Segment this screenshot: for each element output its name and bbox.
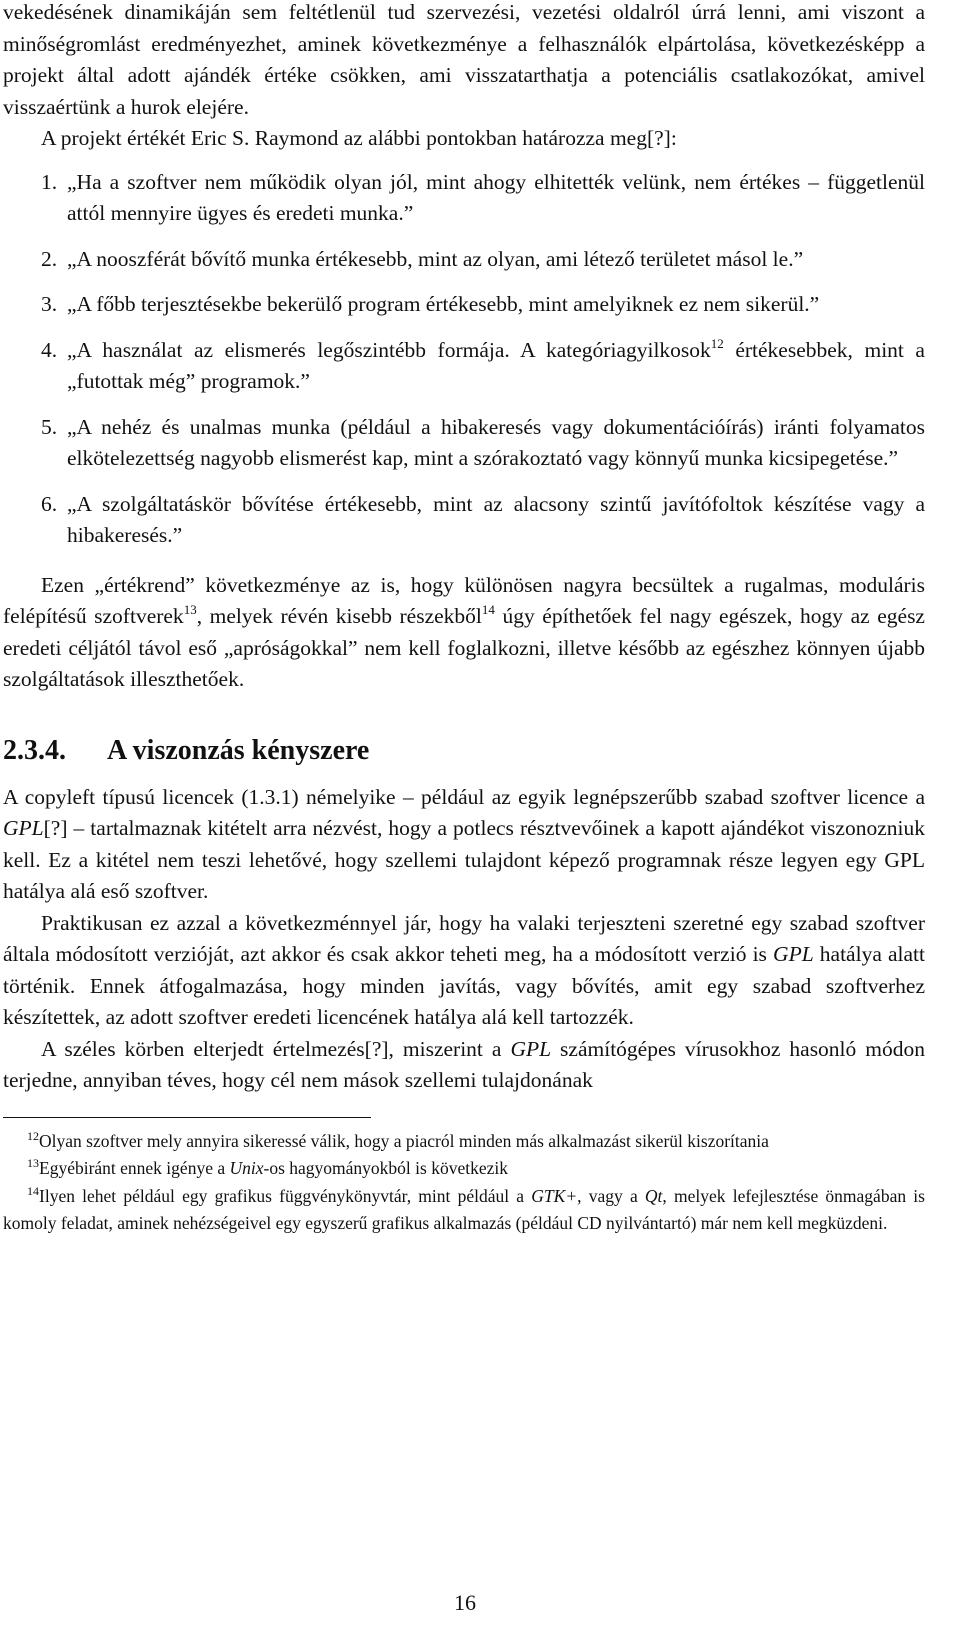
footnote-mark: 13	[27, 1156, 39, 1170]
text-run: A copyleft típusú licencek (1.3.1) némelyike – például az egyik legnépszerűbb szabad szoftver licence a	[3, 784, 925, 809]
section-title: A viszonzás kényszere	[107, 734, 370, 766]
footnote-text: , melyek lefejlesztése önmagában is komoly feladat, aminek nehézségeivel egy egyszerű grafikus alkalmazás (például CD nyilvántartó) már nem kell megküzdeni.	[3, 1185, 925, 1233]
value-criteria-list	[3, 167, 925, 552]
gpl-term: GPL	[510, 1036, 552, 1061]
list-item-text: „A nehéz és unalmas munka (például a hibakeresés vagy dokumentációírás) iránti folyamatos elkötelezettség nagyobb elismerést kap, mint a szórakoztató vagy könnyű munka kicsipegetése.”	[67, 414, 925, 470]
section-number: 2.3.4.	[3, 734, 66, 766]
list-item-number: 4.	[41, 337, 58, 362]
text-run: , melyek révén kisebb részekből	[196, 604, 482, 628]
list-item-text: „A nooszférát bővítő munka értékesebb, mint az olyan, ami létező területet másol le.”	[67, 246, 804, 271]
footnote-13	[3, 1155, 925, 1183]
list-item	[3, 335, 925, 398]
text-run: A széles körben elterjedt értelmezés[?], miszerint a	[41, 1036, 511, 1061]
footnote-text: , vagy a	[577, 1185, 645, 1206]
section-heading	[3, 734, 925, 768]
gpl-term: GPL	[773, 942, 814, 966]
intro-paragraph: vekedésének dinamikáján sem feltétlenül tud szervezési, vezetési oldalról úrrá lenni, ami viszont a minőségromlást eredményezhet, aminek következménye a felhasználók elpártolása, következésképp a projekt által adott ajándék értéke csökken, ami visszatarthatja a potenciális csatlakozókat, amivel visszaértünk a hurok elejére.	[3, 0, 925, 119]
list-item	[3, 412, 925, 475]
footnote-mark: 12	[27, 1128, 39, 1143]
page-number: 16	[454, 1590, 476, 1615]
footnote-ref-13[interactable]: 13	[183, 602, 197, 617]
list-item	[3, 289, 925, 321]
footnote-12	[3, 1128, 925, 1156]
footnote-14	[3, 1183, 925, 1238]
text-run: Praktikusan ez azzal a következménnyel jár, hogy ha valaki terjeszteni szeretné egy szabad szoftver általa módosított verzióját, azt akkor és csak akkor teheti meg, ha a módosított verzió is	[3, 910, 925, 966]
copyleft-paragraph	[3, 782, 925, 908]
footnotes	[3, 1128, 925, 1238]
footnote-ref-14[interactable]: 14	[481, 602, 495, 617]
text-run: Ezen „értékrend” következménye az is, hogy különösen nagyra becsültek a rugalmas, moduláris felépítésű szoftverek	[3, 572, 925, 628]
list-item-text: „Ha a szoftver nem működik olyan jól, mint ahogy elhitették velünk, nem értékes – függetlenül attól mennyire ügyes és eredeti munka.”	[67, 169, 925, 225]
gpl-term: GPL	[3, 816, 44, 840]
list-item-number: 6.	[41, 491, 58, 516]
footnote-text: Olyan szoftver mely annyira sikeressé válik, hogy a piacról minden más alkalmazást sikerül kiszorítania	[39, 1130, 769, 1151]
footnote-mark: 14	[27, 1183, 39, 1198]
text-run: számítógépes vírusokhoz hasonló módon terjedne, annyiban téves, hogy cél nem mások szellemi tulajdonának	[3, 1036, 925, 1092]
footnote-divider	[3, 1117, 371, 1118]
practical-paragraph	[3, 908, 925, 1034]
list-item-number: 1.	[41, 169, 58, 194]
footnote-text: -os hagyományokból is következik	[263, 1158, 508, 1178]
footnote-text: Ilyen lehet például egy grafikus függvénykönyvtár, mint például a	[39, 1185, 532, 1206]
list-item-number: 3.	[41, 292, 58, 316]
value-system-paragraph	[3, 570, 925, 696]
footnote-text: Egyébiránt ennek igénye a	[39, 1158, 230, 1178]
list-item-text: „A használat az elismerés legőszintébb formája. A kategóriagyilkosok	[67, 337, 711, 362]
document-page	[3, 0, 925, 1238]
list-item-text: „A szolgáltatáskör bővítése értékesebb, mint az alacsony szintű javítófoltok készítése vagy a hibakeresés.”	[67, 491, 925, 547]
gtk-term: GTK+	[531, 1185, 578, 1206]
footnote-ref-12[interactable]: 12	[710, 335, 724, 351]
list-item	[3, 489, 925, 552]
text-run: [?] – tartalmaznak kitételt arra nézvést, hogy a potlecs résztvevőinek a kapott ajándékot viszonozniuk kell. Ez a kitétel nem teszi lehetővé, hogy szellemi tulajdont képező programnak része legyen egy GPL hatálya alá eső szoftver.	[3, 816, 925, 903]
raymond-intro-paragraph: A projekt értékét Eric S. Raymond az alábbi pontokban határozza meg[?]:	[41, 126, 677, 150]
qt-term: Qt	[644, 1185, 663, 1206]
list-item-text: „A főbb terjesztésekbe bekerülő program értékesebb, mint amelyiknek ez nem sikerül.”	[67, 292, 820, 316]
unix-term: Unix	[229, 1158, 264, 1178]
virus-paragraph	[3, 1034, 925, 1097]
list-item-text-cont: értékesebbek, mint a „futottak még” programok.”	[67, 337, 925, 393]
text-run: hatálya alatt történik. Ennek átfogalmazása, hogy minden javítás, vagy bővítés, amit egy szabad szoftverhez készítettek, az adott szoftver eredeti licencének hatálya alá kell tartozzék.	[3, 942, 925, 1029]
list-item-number: 2.	[41, 246, 58, 271]
text-run: úgy építhetőek fel nagy egészek, hogy az egész eredeti céljától távol eső „apróságokkal” nem kell foglalkozni, illetve később az egészhez könnyen újabb szolgáltatások illeszthetőek.	[3, 604, 925, 691]
list-item	[3, 167, 925, 230]
list-item	[3, 244, 925, 276]
list-item-number: 5.	[41, 414, 58, 439]
